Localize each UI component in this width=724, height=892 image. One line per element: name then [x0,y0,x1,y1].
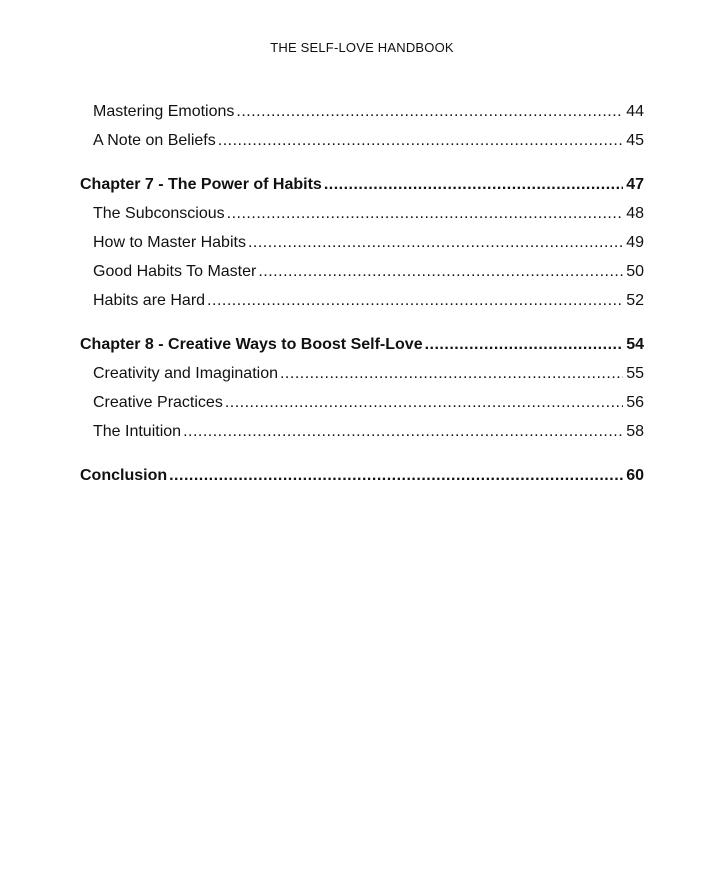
toc-page-number: 50 [626,263,644,280]
toc-entry-title: Habits are Hard [93,292,206,309]
toc-page-number: 45 [626,132,644,149]
dot-leader [425,330,623,359]
dot-leader [324,170,623,199]
toc-entry-mastering-emotions[interactable] [80,97,644,126]
toc-entry-title: The Intuition [93,423,182,440]
toc-entry-good-habits[interactable] [80,257,644,286]
dot-leader [280,359,623,388]
dot-leader [225,388,623,417]
dot-leader [169,461,623,490]
dot-leader [183,417,623,446]
dot-leader [218,126,623,155]
table-of-contents [80,97,644,490]
toc-page-number: 49 [626,234,644,251]
toc-chapter-8[interactable] [80,330,644,359]
toc-entry-title: The Subconscious [93,205,225,222]
dot-leader [207,286,623,315]
dot-leader [258,257,623,286]
dot-leader [236,97,623,126]
toc-entry-title: Mastering Emotions [93,103,235,120]
toc-page-number: 60 [626,467,644,484]
toc-chapter-title: Chapter 7 - The Power of Habits [80,176,322,193]
dot-leader [248,228,623,257]
toc-entry-title: A Note on Beliefs [93,132,216,149]
toc-entry-title: Creativity and Imagination [93,365,278,382]
toc-conclusion[interactable] [80,461,644,490]
toc-chapter-title: Chapter 8 - Creative Ways to Boost Self-Love [80,336,423,353]
toc-page-number: 52 [626,292,644,309]
toc-page-number: 47 [626,176,644,193]
toc-page-number: 55 [626,365,644,382]
toc-entry-intuition[interactable] [80,417,644,446]
toc-entry-subconscious[interactable] [80,199,644,228]
toc-page-number: 56 [626,394,644,411]
running-header: THE SELF-LOVE HANDBOOK [270,40,454,55]
toc-chapter-title: Conclusion [80,467,168,484]
toc-entry-master-habits[interactable] [80,228,644,257]
dot-leader [227,199,623,228]
toc-page-number: 44 [626,103,644,120]
toc-entry-title: Creative Practices [93,394,223,411]
toc-entry-title: Good Habits To Master [93,263,257,280]
toc-page-number: 54 [626,336,644,353]
toc-entry-creativity-imagination[interactable] [80,359,644,388]
toc-page-number: 48 [626,205,644,222]
toc-chapter-7[interactable] [80,170,644,199]
toc-entry-creative-practices[interactable] [80,388,644,417]
toc-entry-title: How to Master Habits [93,234,246,251]
toc-page-number: 58 [626,423,644,440]
toc-entry-note-on-beliefs[interactable] [80,126,644,155]
toc-entry-habits-are-hard[interactable] [80,286,644,315]
